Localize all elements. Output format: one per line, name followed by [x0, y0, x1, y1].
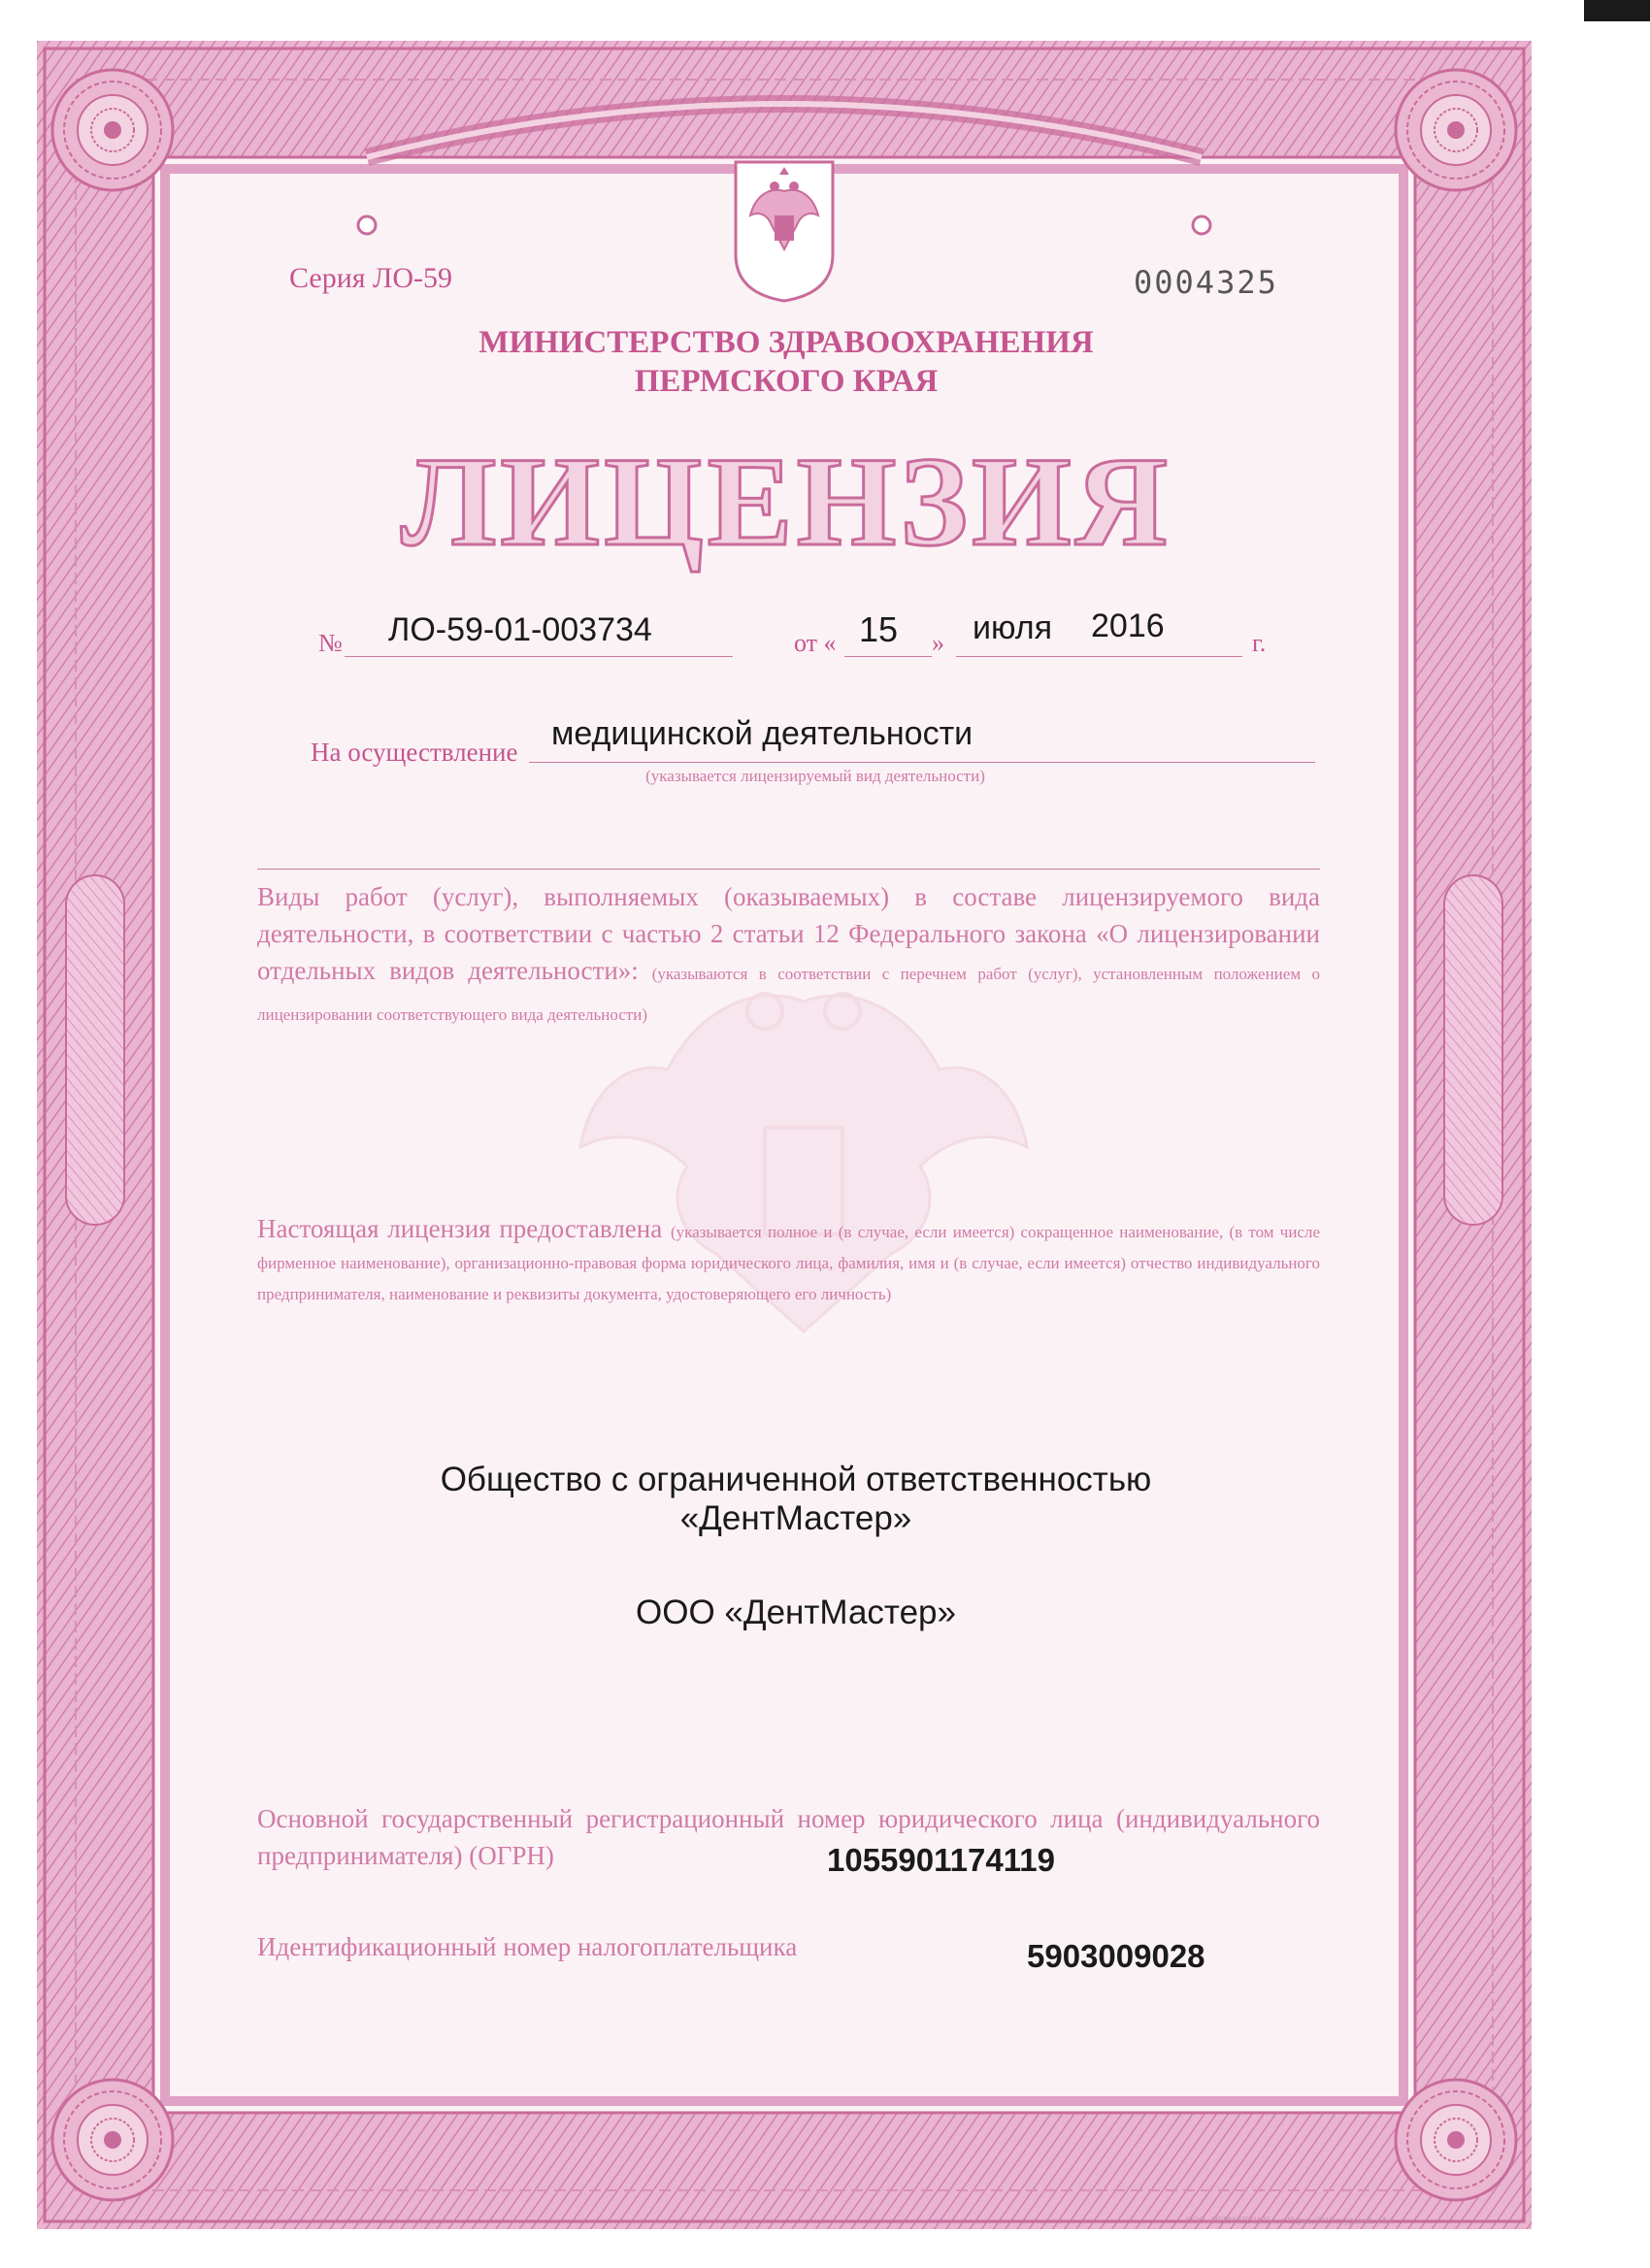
ministry-line-2: ПЕРМСКОГО КРАЯ: [634, 364, 939, 399]
works-top-rule: [257, 869, 1320, 870]
organization-full-name-line-1: Общество с ограниченной ответственностью: [440, 1461, 1152, 1498]
works-section: [257, 878, 1320, 1034]
activity-hint: (указывается лицензируемый вид деятельности): [645, 767, 985, 785]
granted-section: [257, 1215, 1320, 1308]
inn-label: Идентификационный номер налогоплательщика: [257, 1932, 798, 1961]
coat-of-arms-icon: [731, 157, 838, 303]
date-from-label: от «: [794, 629, 837, 657]
license-number: ЛО-59-01-003734: [388, 611, 652, 648]
license-number-prefix: №: [318, 629, 343, 657]
granted-text: Настоящая лицензия предоставлена: [257, 1214, 663, 1243]
printer-imprint: ООО «ПЕРМ-ПЕЧАТЬ», г. Пермь, 2015 г., уровень «А»: [1186, 2216, 1392, 2225]
inn-value: 5903009028: [1027, 1938, 1205, 1974]
granted-hint: (указывается полное и (в случае, если имеется) сокращенное наименование, (в том числе фирменное наименование), организационно-правовая форма юридического лица, фамилия, имя и (в случае, если имеется) отчество индивидуального предпринимателя, наименование и реквизиты документа, удостоверяющего его личность): [257, 1223, 1321, 1303]
ogrn-label: Основной государственный регистрационный номер юридического лица (индивидуального предпринимателя) (ОГРН): [257, 1804, 1320, 1870]
date-day-close: »: [932, 629, 944, 657]
scan-corner-mark: [1584, 0, 1650, 21]
ogrn-value: 1055901174119: [827, 1842, 1055, 1878]
ministry-line-1: МИНИСТЕРСТВО ЗДРАВООХРАНЕНИЯ: [478, 325, 1094, 360]
license-month: июля: [973, 609, 1052, 646]
license-number-underline: [345, 656, 733, 657]
series-label: Серия ЛО-59: [289, 262, 453, 294]
license-day: 15: [859, 609, 899, 649]
date-day-underline: [844, 656, 932, 657]
serial-number: 0004325: [1134, 264, 1278, 301]
works-text: Виды работ (услуг), выполняемых (оказываемых) в составе лицензируемого вида деятельности, в соответствии с частью 2 статьи 12 Федерального закона «О лицензировании отдельных видов деятельности»:: [257, 882, 1320, 985]
document-title: ЛИЦЕНЗИЯ: [400, 430, 1172, 573]
date-month-underline: [956, 656, 1242, 657]
date-year-suffix: г.: [1252, 629, 1267, 657]
organization-short-name: ООО «ДентМастер»: [636, 1594, 956, 1631]
license-year: 2016: [1091, 608, 1165, 644]
ministry-name: [291, 323, 1281, 401]
activity-underline: [529, 762, 1315, 763]
activity-label: На осуществление: [311, 738, 518, 767]
works-hint: (указываются в соответствии с перечнем работ (услуг), установленным положением о лицензировании соответствующего вида деятельности): [257, 965, 1320, 1024]
activity-value: медицинской деятельности: [551, 715, 974, 752]
organization-full-name-line-2: «ДентМастер»: [679, 1499, 912, 1537]
